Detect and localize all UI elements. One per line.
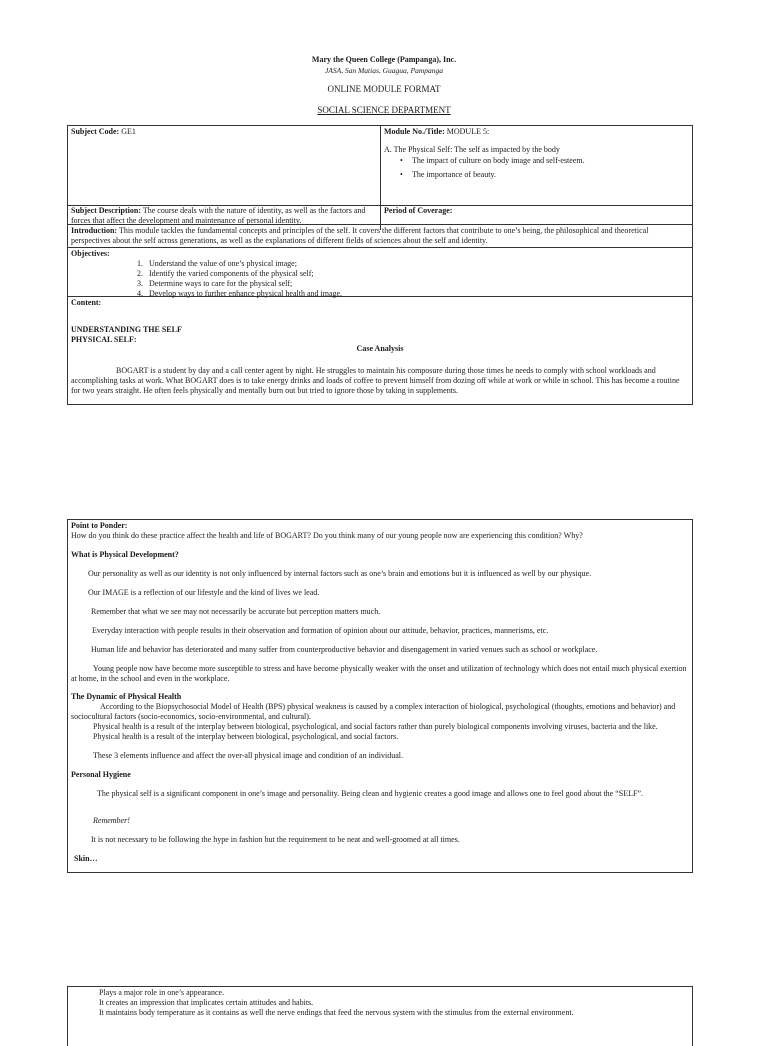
subject-code-value: GE1	[121, 127, 136, 136]
module-format-title: ONLINE MODULE FORMAT	[327, 84, 441, 94]
objectives-label: Objectives:	[71, 249, 110, 258]
objective-item: 1. Understand the value of one’s physical image;	[137, 259, 297, 268]
skin-detail-line: Plays a major role in one’s appearance.	[99, 988, 225, 997]
module-info-table	[67, 125, 693, 405]
paragraph: These 3 elements influence and affect the over-all physical image and condition of an individual.	[93, 751, 404, 760]
remember-note: Remember!	[93, 816, 130, 825]
dynamic-physical-health-heading: The Dynamic of Physical Health	[71, 692, 182, 701]
paragraph: Physical health is a result of the interplay between biological, psychological, and social factors.	[93, 732, 399, 741]
content-cell	[68, 297, 692, 397]
period-of-coverage-label: Period of Coverage:	[384, 206, 453, 215]
skin-detail-line: It creates an impression that implicates certain attitudes and habits.	[99, 998, 314, 1007]
point-to-ponder-label: Point to Ponder:	[71, 521, 128, 530]
module-topic-item: • The importance of beauty.	[398, 170, 689, 180]
objective-item: 4. Develop ways to further enhance physical health and image.	[137, 289, 343, 298]
subject-description-label: Subject Description:	[71, 206, 141, 215]
lesson-content-cell	[68, 520, 692, 865]
paragraph: Our personality as well as our identity is not only influenced by internal factors such as one’s brain and emotions but it is influenced as well by our physique.	[88, 569, 592, 578]
point-to-ponder-text: How do you think do these practice affect the health and life of BOGART? Do you think many of our young people now are experiencing this condition? Why?	[71, 531, 583, 540]
skin-details-table	[67, 986, 693, 1046]
content-heading: UNDERSTANDING THE SELF	[71, 325, 182, 334]
case-analysis-text: BOGART is a student by day and a call center agent by night. He struggles to maintain his composure during those times he needs to comply with school workloads and accomplishing tasks at work. What BOGART does is to take energy drinks and loads of coffee to prevent himself from dozing off while at work or while in school. This has become a routine for two years straight. He often feels physically and mentally burn out but tried to ignore those by taking in supplements.	[71, 366, 680, 395]
skin-detail-line: It maintains body temperature as it contains as well the nerve endings that feed the nervous system with the stimulus from the external environment.	[99, 1008, 574, 1017]
school-name: Mary the Queen College (Pampanga), Inc.	[311, 55, 457, 64]
module-title-label: Module No./Title:	[384, 127, 445, 136]
skin-details-cell	[68, 987, 692, 1019]
paragraph: Physical health is a result of the interplay between biological, psychological, and social factors rather than purely biological components involving viruses, bacteria and the like.	[93, 722, 658, 731]
department-title: SOCIAL SCIENCE DEPARTMENT	[317, 105, 451, 115]
module-topic: A. The Physical Self: The self as impacted by the body	[384, 145, 560, 154]
subject-description-cell	[68, 205, 380, 227]
module-topic-item: • The impact of culture on body image and self-esteem.	[398, 156, 689, 166]
module-title-value: MODULE 5:	[446, 127, 490, 136]
content-subheading: PHYSICAL SELF:	[71, 335, 137, 344]
paragraph: Human life and behavior has deteriorated and many suffer from counterproductive behavior and disengagement in varied venues such as school or workplace.	[91, 645, 598, 654]
paragraph: Our IMAGE is a reflection of our lifestyle and the kind of lives we lead.	[88, 588, 320, 597]
content-label: Content:	[71, 298, 102, 307]
objectives-cell	[68, 248, 692, 300]
personal-hygiene-heading: Personal Hygiene	[71, 770, 131, 779]
paragraph: The physical self is a significant component in one’s image and personality. Being clean and hygienic creates a good image and allows one to feel good about the “SELF”.	[97, 789, 643, 798]
paragraph: It is not necessary to be following the hype in fashion but the requirement to be neat and well-groomed at all times.	[91, 835, 460, 844]
physical-development-heading: What is Physical Development?	[71, 550, 179, 559]
module-title-cell	[381, 126, 692, 181]
school-address: JASA, San Matias, Guagua, Pampanga	[324, 66, 444, 75]
subject-description-text: The course deals with the nature of identity, as well as the factors and forces that affect the development and maintenance of personal identity.	[71, 206, 366, 225]
case-analysis-title: Case Analysis	[356, 344, 404, 353]
subject-code-label: Subject Code:	[71, 127, 120, 136]
introduction-text: This module tackles the fundamental concepts and principles of the self. It covers the different factors that contribute to one’s being, the philosophical and theoretical perspectives about the self across generations, as well as the explanations of different fields of sciences about the self and identity.	[71, 226, 649, 245]
objective-item: 3. Determine ways to care for the physical self;	[137, 279, 293, 288]
objective-item: 2. Identify the varied components of the physical self;	[137, 269, 314, 278]
introduction-cell	[68, 225, 692, 247]
paragraph: According to the Biopsychosocial Model of Health (BPS) physical weakness is caused by a complex interaction of biological, psychological (thoughts, emotions and behavior) and sociocultural factors (socio-economics, socio-environmental, and cultural).	[71, 702, 676, 721]
paragraph: Everyday interaction with people results in their observation and formation of opinion about our attitude, behavior, practices, mannerisms, etc.	[92, 626, 549, 635]
skin-heading: Skin…	[74, 854, 98, 863]
lesson-content-table	[67, 519, 693, 873]
paragraph: Remember that what we see may not necessarily be accurate but perception matters much.	[91, 607, 381, 616]
module-topic-list	[398, 156, 689, 180]
paragraph: Young people now have become more susceptible to stress and have become physically weaker with the onset and utilization of technology which does not entail much physical exertion at home, in the school and even in the workplace.	[71, 664, 687, 683]
subject-code-cell	[68, 126, 380, 138]
period-of-coverage-cell	[381, 205, 692, 217]
introduction-label: Introduction:	[71, 226, 118, 235]
objectives-list	[137, 259, 689, 299]
